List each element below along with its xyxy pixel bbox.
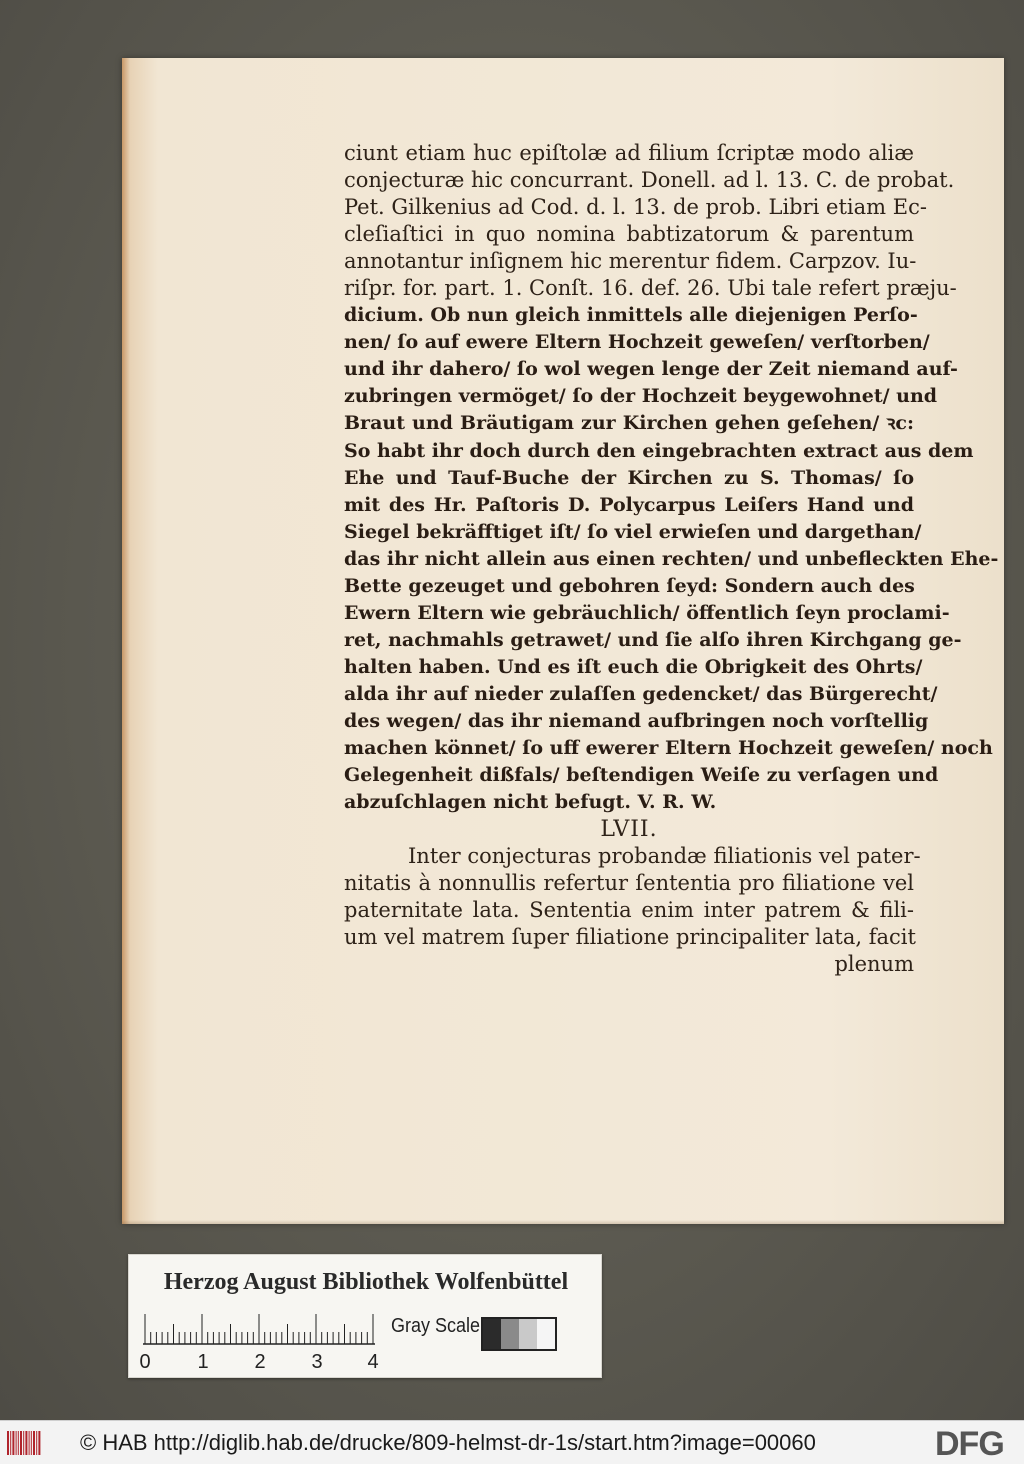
logo-bar	[16, 1431, 17, 1455]
dfg-logo: DFG	[935, 1425, 1004, 1463]
text-line: annotantur inſignem hic merentur fidem. Carpzov. Iu-	[344, 249, 917, 274]
text-line: ciunt etiam huc epiſtolæ ad filium ſcriptæ modo aliæ	[344, 141, 914, 165]
section-heading: LVII.	[600, 817, 658, 843]
text-line: Pet. Gilkenius ad Cod. d. l. 13. de prob. Libri etiam Ec-	[344, 195, 927, 220]
logo-bar	[10, 1431, 11, 1455]
gray-swatch	[519, 1319, 537, 1349]
logo-bar	[25, 1431, 27, 1455]
ruler-number: 1	[197, 1351, 209, 1373]
catchword: plenum	[834, 952, 914, 977]
text-line: das ihr nicht allein aus einen rechten/ und unbefleckten Ehe-	[344, 547, 999, 570]
logo-bar	[20, 1431, 22, 1455]
text-line: des wegen/ das ihr niemand aufbringen noch vorſtellig	[344, 709, 929, 732]
text-line: zubringen vermöget/ ſo der Hochzeit beygewohnet/ und	[344, 385, 938, 408]
text-line: conjecturæ hic concurrant. Donell. ad l. 13. C. de probat.	[344, 168, 955, 193]
gray-swatch	[501, 1319, 519, 1349]
text-line: abzuſchlagen nicht befugt. V. R. W.	[344, 791, 717, 814]
ruler-number: 0	[139, 1351, 151, 1373]
text-line: und ihr dahero/ ſo wol wegen lenge der Zeit niemand auf-	[344, 358, 958, 381]
gray-swatch	[537, 1319, 555, 1349]
logo-bar	[7, 1431, 9, 1455]
text-line: alda ihr auf nieder zulaſſen gedencket/ das Bürgerecht/	[344, 682, 938, 705]
text-line: cleſiaſtici in quo nomina babtizatorum & parentum	[344, 222, 914, 247]
text-line: So habt ihr doch durch den eingebrachten extract aus dem	[344, 439, 974, 462]
text-line: paternitate lata. Sententia enim inter patrem & fili-	[344, 898, 914, 923]
barcode-logo-icon	[6, 1429, 46, 1457]
copyright-url[interactable]: © HAB http://diglib.hab.de/drucke/809-helmst-dr-1s/start.htm?image=00060	[80, 1430, 816, 1455]
library-name: Herzog August Bibliothek Wolfenbüttel	[163, 1269, 569, 1295]
logo-bar	[12, 1431, 14, 1455]
text-line: Gelegenheit dißfals/ beſtendigen Weiſe zu verſagen und	[344, 764, 939, 787]
ruler-number: 2	[254, 1351, 266, 1373]
text-line: nitatis à nonnullis refertur ſententia pro filiatione vel	[344, 871, 914, 896]
library-label-card	[128, 1254, 602, 1378]
viewer-footer	[0, 1420, 1024, 1464]
text-line: Bette gezeuget und gebohren ſeyd: Sondern auch des	[344, 574, 915, 597]
text-line: Ewern Eltern wie gebräuchlich/ öffentlich ſeyn proclami-	[344, 601, 950, 624]
text-line: halten haben. Und es iſt euch die Obrigkeit des Ohrts/	[344, 655, 923, 678]
text-line: dicium. Ob nun gleich inmittels alle diejenigen Perſo-	[344, 304, 918, 327]
text-line: nen/ ſo auf ewere Eltern Hochzeit geweſen/ verſtorben/	[344, 331, 930, 354]
text-line: Siegel bekräfftiget iſt/ ſo viel erwieſen und dargethan/	[344, 520, 922, 543]
page-text	[344, 140, 999, 978]
ruler-scale	[143, 1311, 387, 1345]
logo-bar	[36, 1431, 37, 1455]
logo-bar	[31, 1431, 32, 1455]
text-line: Ehe und Tauf-Buche der Kirchen zu S. Thomas/ ſo	[344, 466, 914, 489]
gray-scale-swatches	[481, 1317, 557, 1351]
text-line: mit des Hr. Paſtoris D. Polycarpus Leiſers Hand und	[344, 493, 914, 516]
logo-bar	[23, 1431, 24, 1455]
logo-bar	[38, 1431, 40, 1455]
text-line: machen könnet/ ſo uff ewerer Eltern Hochzeit geweſen/ noch	[344, 737, 993, 760]
gray-swatch	[483, 1319, 501, 1349]
text-line: Inter conjecturas probandæ filiationis vel pater-	[408, 844, 921, 869]
text-line: ret, nachmahls getrawet/ und ſie alſo ihren Kirchgang ge-	[344, 628, 962, 651]
ruler-number: 3	[311, 1351, 323, 1373]
text-line: Braut und Bräutigam zur Kirchen gehen geſehen/ ꝛc:	[344, 412, 914, 435]
logo-bar	[29, 1431, 30, 1455]
gray-scale-label: Gray Scale	[391, 1315, 481, 1337]
logo-bar	[18, 1431, 19, 1455]
logo-bar	[33, 1431, 35, 1455]
text-line: um vel matrem ſuper filiatione principaliter lata, facit	[344, 925, 916, 950]
text-line: riſpr. for. part. 1. Conſt. 16. def. 26. Ubi tale refert præju-	[344, 276, 957, 301]
ruler-number: 4	[367, 1351, 379, 1373]
